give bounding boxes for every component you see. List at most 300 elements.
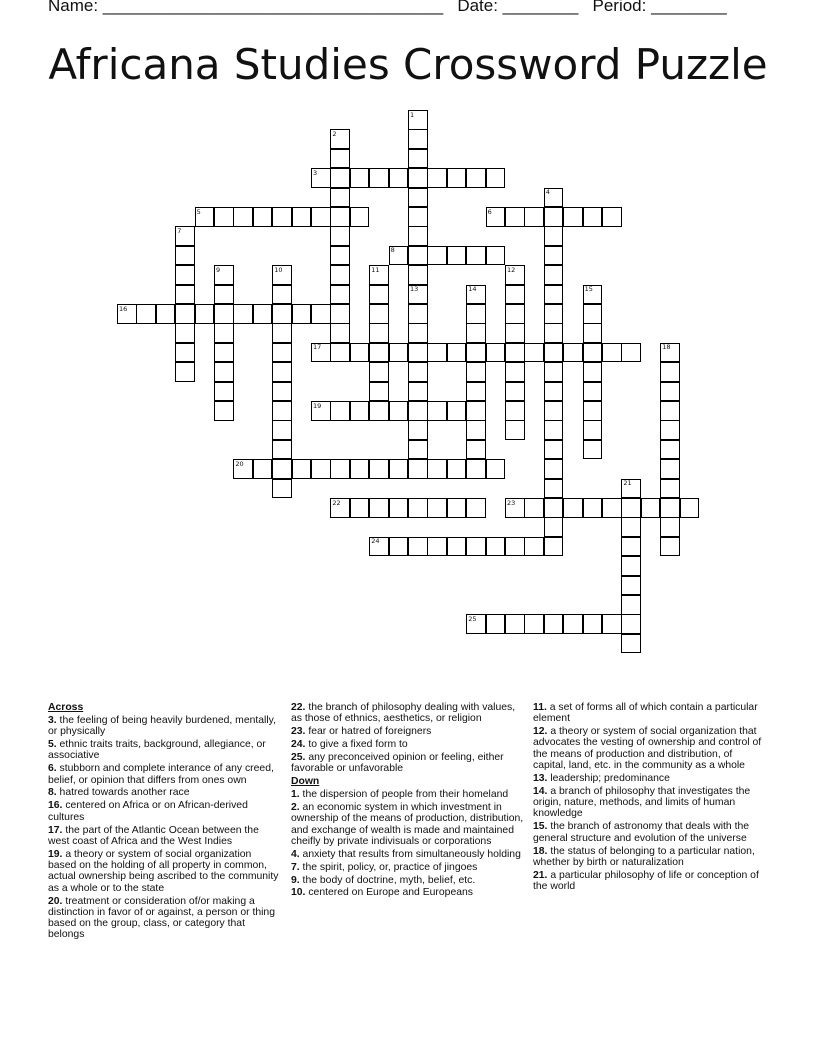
clue-item (291, 726, 525, 737)
clue-number: 6. (48, 763, 57, 775)
crossword-cell[interactable] (408, 265, 428, 285)
clue-number: 18. (533, 845, 548, 857)
clue-item (291, 739, 525, 750)
clue-number: 4. (291, 848, 300, 860)
crossword-cell[interactable] (466, 246, 486, 266)
crossword-cell[interactable] (621, 595, 641, 615)
crossword-cell[interactable] (583, 420, 603, 440)
crossword-cell[interactable] (660, 420, 680, 440)
crossword-cell[interactable] (350, 459, 370, 479)
crossword-cell[interactable] (466, 304, 486, 324)
crossword-cell[interactable] (253, 459, 273, 479)
clue-text: a set of forms all of which contain a particular element (533, 702, 758, 725)
crossword-cell[interactable] (466, 382, 486, 402)
crossword-cell[interactable] (330, 207, 350, 227)
clue-text: ethnic traits traits, background, allegiance, or associative (48, 739, 266, 762)
crossword-cell[interactable] (544, 420, 564, 440)
crossword-cell[interactable] (466, 459, 486, 479)
crossword-cell[interactable] (272, 304, 292, 324)
crossword-cell[interactable] (214, 382, 234, 402)
crossword-cell[interactable] (621, 556, 641, 576)
crossword-cell[interactable] (233, 207, 253, 227)
crossword-cell[interactable] (175, 304, 195, 324)
crossword-cell[interactable] (408, 382, 428, 402)
clue-text: fear or hatred of foreigners (305, 726, 432, 738)
crossword-cell[interactable] (292, 459, 312, 479)
clue-text: a particular philosophy of life or conception of the world (533, 869, 759, 893)
crossword-cell[interactable] (583, 343, 603, 363)
crossword-cell[interactable] (214, 304, 234, 324)
clue-text: an economic system in which investment in ownership of the means of production, distribution, and exchange of wealth is made and maintained cheifly by private indivisuals or corporations (291, 801, 524, 847)
crossword-cell[interactable] (272, 362, 292, 382)
clue-text: a theory or system of social organization based on the holding of all property in common, actual ownership being ascribed to the community as a whole or to the state (48, 848, 279, 894)
cell-number: 21 (623, 479, 632, 488)
clue-item (533, 821, 767, 844)
crossword-cell[interactable] (505, 614, 525, 634)
crossword-cell[interactable] (253, 207, 273, 227)
clue-number: 8. (48, 787, 57, 799)
crossword-cell[interactable] (660, 498, 680, 518)
crossword-cell[interactable] (214, 343, 234, 363)
crossword-cell[interactable] (660, 517, 680, 537)
crossword-cell[interactable] (524, 498, 544, 518)
clue-text: the branch of astronomy that deals with the general structure and evolution of the universe (533, 821, 750, 844)
crossword-cell[interactable] (544, 479, 564, 499)
crossword-cell[interactable] (175, 323, 195, 343)
crossword-cell[interactable] (330, 343, 350, 363)
crossword-cell[interactable] (330, 149, 350, 169)
crossword-cell[interactable] (272, 401, 292, 421)
clue-item (291, 702, 525, 725)
crossword-cell[interactable] (272, 382, 292, 402)
crossword-cell[interactable] (214, 323, 234, 343)
crossword-cell[interactable] (214, 207, 234, 227)
name-date-period-line: Name: ____________________________________ Date: ________ Period: ________ (48, 0, 727, 15)
cell-number: 9 (216, 265, 221, 274)
crossword-cell[interactable] (544, 362, 564, 382)
crossword-cell[interactable] (486, 537, 506, 557)
cell-number: 15 (584, 285, 593, 294)
crossword-cell[interactable] (563, 207, 583, 227)
crossword-cell[interactable] (369, 304, 389, 324)
crossword-cell[interactable] (195, 304, 215, 324)
crossword-cell[interactable] (369, 382, 389, 402)
crossword-cell[interactable] (389, 459, 409, 479)
clue-item (48, 763, 282, 786)
crossword-cell[interactable] (408, 401, 428, 421)
crossword-cell[interactable] (447, 168, 467, 188)
cell-number: 10 (274, 265, 283, 274)
clue-number: 25. (291, 751, 306, 763)
page-title: Africana Studies Crossword Puzzle (48, 40, 768, 89)
crossword-cell[interactable] (369, 343, 389, 363)
cell-number: 8 (390, 246, 395, 255)
crossword-cell[interactable] (524, 614, 544, 634)
crossword-cell[interactable] (369, 168, 389, 188)
crossword-cell[interactable] (330, 265, 350, 285)
crossword-cell[interactable] (408, 343, 428, 363)
crossword-cell[interactable] (408, 362, 428, 382)
cell-number: 23 (507, 498, 516, 507)
crossword-cell[interactable] (563, 614, 583, 634)
crossword-cell[interactable] (486, 246, 506, 266)
crossword-cell[interactable] (408, 226, 428, 246)
crossword-cell[interactable] (369, 323, 389, 343)
crossword-cell[interactable] (466, 498, 486, 518)
across-heading: Across (48, 702, 84, 713)
crossword-cell[interactable] (583, 382, 603, 402)
crossword-cell[interactable] (408, 440, 428, 460)
cell-number: 12 (507, 265, 516, 274)
crossword-cell[interactable] (408, 304, 428, 324)
crossword-cell[interactable] (660, 362, 680, 382)
crossword-cell[interactable] (583, 207, 603, 227)
crossword-cell[interactable] (505, 362, 525, 382)
crossword-cell[interactable] (563, 498, 583, 518)
crossword-cell[interactable] (544, 304, 564, 324)
cell-number: 2 (332, 129, 337, 138)
clues-column-1 (48, 702, 282, 942)
crossword-cell[interactable] (330, 188, 350, 208)
clue-text: stubborn and complete interance of any creed, belief, or opinion that differs from ones own (48, 763, 274, 786)
crossword-cell[interactable] (680, 498, 700, 518)
clue-item (291, 862, 525, 873)
crossword-cell[interactable] (583, 498, 603, 518)
crossword-cell[interactable] (369, 401, 389, 421)
cell-number: 24 (371, 537, 380, 546)
crossword-cell[interactable] (447, 401, 467, 421)
crossword-cell[interactable] (408, 537, 428, 557)
cell-number: 20 (235, 459, 244, 468)
clue-text: to give a fixed form to (305, 739, 408, 751)
crossword-cell[interactable] (272, 343, 292, 363)
crossword-cell[interactable] (466, 323, 486, 343)
crossword-cell[interactable] (350, 401, 370, 421)
clue-number: 17. (48, 824, 63, 836)
crossword-cell[interactable] (311, 304, 331, 324)
cell-number: 17 (313, 343, 322, 352)
crossword-cell[interactable] (408, 168, 428, 188)
crossword-cell[interactable] (583, 323, 603, 343)
clue-text: the branch of philosophy dealing with values, as those of ethnics, aesthetics, or religion (291, 702, 516, 725)
clue-number: 23. (291, 726, 306, 738)
crossword-cell[interactable] (272, 420, 292, 440)
clue-text: the dispersion of people from their homeland (299, 789, 509, 801)
clue-item (291, 789, 525, 800)
clue-item (291, 802, 525, 847)
crossword-cell[interactable] (389, 401, 409, 421)
crossword-cell[interactable] (660, 401, 680, 421)
cell-number: 7 (177, 226, 182, 235)
crossword-cell[interactable] (330, 459, 350, 479)
clue-item (533, 773, 767, 784)
cell-number: 3 (313, 168, 318, 177)
crossword-cell[interactable] (272, 459, 292, 479)
crossword-cell[interactable] (583, 304, 603, 324)
cell-number: 18 (662, 343, 671, 352)
clue-number: 9. (291, 874, 300, 886)
crossword-cell[interactable] (602, 614, 622, 634)
crossword-cell[interactable] (602, 498, 622, 518)
crossword-cell[interactable] (621, 517, 641, 537)
crossword-cell[interactable] (350, 343, 370, 363)
crossword-cell[interactable] (466, 362, 486, 382)
crossword-cell[interactable] (253, 304, 273, 324)
crossword-cell[interactable] (311, 459, 331, 479)
crossword-cell[interactable] (408, 246, 428, 266)
clue-number: 21. (533, 869, 548, 881)
crossword-cell[interactable] (447, 459, 467, 479)
crossword-cell[interactable] (447, 343, 467, 363)
clue-text: the body of doctrine, myth, belief, etc. (299, 874, 476, 886)
crossword-cell[interactable] (544, 440, 564, 460)
crossword-cell[interactable] (330, 168, 350, 188)
cell-number: 13 (410, 285, 419, 294)
crossword-cell[interactable] (505, 343, 525, 363)
clue-number: 2. (291, 801, 300, 813)
crossword-cell[interactable] (505, 207, 525, 227)
clue-number: 19. (48, 848, 63, 860)
clue-item (533, 786, 767, 820)
clue-text: the status of belonging to a particular nation, whether by birth or naturalization (533, 845, 755, 868)
clue-number: 22. (291, 702, 306, 713)
clue-number: 3. (48, 714, 57, 726)
crossword-cell[interactable] (505, 285, 525, 305)
crossword-cell[interactable] (505, 323, 525, 343)
crossword-cell[interactable] (544, 246, 564, 266)
clue-item (48, 715, 282, 738)
clue-text: any preconceived opinion or feeling, either favorable or unfavorable (291, 751, 504, 775)
crossword-cell[interactable] (427, 246, 447, 266)
crossword-cell[interactable] (602, 207, 622, 227)
crossword-cell[interactable] (602, 343, 622, 363)
clue-item (48, 896, 282, 941)
crossword-cell[interactable] (447, 246, 467, 266)
crossword-cell[interactable] (408, 129, 428, 149)
clue-item (48, 739, 282, 762)
crossword-cell[interactable] (214, 401, 234, 421)
crossword-cell[interactable] (389, 168, 409, 188)
crossword-cell[interactable] (427, 343, 447, 363)
clue-text: the feeling of being heavily burdened, mentally, or physically (48, 714, 276, 738)
cell-number: 19 (313, 401, 322, 410)
crossword-cell[interactable] (641, 498, 661, 518)
clue-number: 15. (533, 821, 548, 833)
crossword-cell[interactable] (466, 401, 486, 421)
crossword-cell[interactable] (524, 537, 544, 557)
crossword-cell[interactable] (389, 537, 409, 557)
cell-number: 1 (410, 110, 415, 119)
crossword-cell[interactable] (427, 459, 447, 479)
crossword-cell[interactable] (427, 537, 447, 557)
clue-number: 11. (533, 702, 547, 713)
crossword-cell[interactable] (175, 362, 195, 382)
crossword-cell[interactable] (505, 401, 525, 421)
clue-item (48, 849, 282, 894)
crossword-cell[interactable] (408, 149, 428, 169)
clue-item (291, 875, 525, 886)
crossword-cell[interactable] (486, 343, 506, 363)
crossword-cell[interactable] (524, 343, 544, 363)
crossword-cell[interactable] (544, 401, 564, 421)
clue-number: 10. (291, 887, 306, 899)
crossword-cell[interactable] (330, 323, 350, 343)
clue-text: a branch of philosophy that investigates the origin, nature, methods, and limits of human knowledge (533, 785, 751, 820)
crossword-cell[interactable] (311, 207, 331, 227)
clue-item (533, 702, 767, 725)
crossword-cell[interactable] (621, 576, 641, 596)
crossword-cell[interactable] (369, 362, 389, 382)
cell-number: 5 (196, 207, 201, 216)
crossword-cell[interactable] (544, 285, 564, 305)
crossword-cell[interactable] (272, 207, 292, 227)
crossword-cell[interactable] (408, 188, 428, 208)
crossword-cell[interactable] (272, 285, 292, 305)
clue-number: 20. (48, 895, 63, 907)
crossword-cell[interactable] (214, 285, 234, 305)
crossword-cell[interactable] (369, 285, 389, 305)
crossword-cell[interactable] (272, 479, 292, 499)
crossword-cell[interactable] (427, 168, 447, 188)
clue-number: 12. (533, 726, 548, 738)
cell-number: 6 (487, 207, 492, 216)
clue-text: centered on Africa or on African-derived cultures (48, 800, 248, 823)
crossword-cell[interactable] (486, 614, 506, 634)
crossword-cell[interactable] (544, 207, 564, 227)
clue-number: 1. (291, 789, 300, 801)
crossword-cell[interactable] (583, 614, 603, 634)
crossword-cell[interactable] (466, 420, 486, 440)
crossword-cell[interactable] (408, 498, 428, 518)
clue-item (291, 887, 525, 898)
crossword-cell[interactable] (583, 401, 603, 421)
cell-number: 16 (119, 304, 128, 313)
crossword-cell[interactable] (505, 537, 525, 557)
crossword-cell[interactable] (621, 634, 641, 654)
clue-text: anxiety that results from simultaneously holding (299, 848, 521, 860)
crossword-cell[interactable] (350, 168, 370, 188)
crossword-cell[interactable] (660, 537, 680, 557)
crossword-cell[interactable] (524, 207, 544, 227)
cell-number: 14 (468, 285, 477, 294)
crossword-cell[interactable] (175, 265, 195, 285)
clue-number: 16. (48, 800, 63, 812)
clue-item (291, 849, 525, 860)
clue-text: hatred towards another race (56, 787, 190, 799)
clue-text: leadership; predominance (547, 772, 670, 784)
crossword-cell[interactable] (660, 440, 680, 460)
clue-item (533, 870, 767, 893)
crossword-cell[interactable] (330, 226, 350, 246)
crossword-cell[interactable] (447, 498, 467, 518)
crossword-cell[interactable] (563, 343, 583, 363)
crossword-cell[interactable] (408, 459, 428, 479)
crossword-cell[interactable] (505, 304, 525, 324)
crossword-cell[interactable] (408, 207, 428, 227)
crossword-cell[interactable] (369, 498, 389, 518)
crossword-cell[interactable] (621, 614, 641, 634)
crossword-cell[interactable] (175, 285, 195, 305)
clue-number: 13. (533, 772, 548, 784)
crossword-cell[interactable] (544, 226, 564, 246)
down-heading: Down (291, 776, 320, 788)
crossword-cell[interactable] (660, 479, 680, 499)
crossword-cell[interactable] (350, 498, 370, 518)
crossword-cell[interactable] (408, 323, 428, 343)
crossword-cell[interactable] (389, 498, 409, 518)
crossword-cell[interactable] (272, 440, 292, 460)
crossword-cell[interactable] (583, 362, 603, 382)
crossword-cell[interactable] (660, 459, 680, 479)
crossword-cell[interactable] (660, 382, 680, 402)
crossword-cell[interactable] (544, 614, 564, 634)
clue-text: the spirit, policy, or, practice of jingoes (299, 861, 478, 873)
crossword-cell[interactable] (427, 498, 447, 518)
crossword-cell[interactable] (583, 440, 603, 460)
crossword-cell[interactable] (621, 537, 641, 557)
crossword-cell[interactable] (486, 168, 506, 188)
crossword-cell[interactable] (292, 304, 312, 324)
crossword-cell[interactable] (408, 420, 428, 440)
cell-number: 25 (468, 614, 477, 623)
crossword-cell[interactable] (544, 517, 564, 537)
crossword-cell[interactable] (466, 537, 486, 557)
crossword-cell[interactable] (389, 343, 409, 363)
crossword-cell[interactable] (466, 343, 486, 363)
crossword-cell[interactable] (136, 304, 156, 324)
crossword-cell[interactable] (330, 401, 350, 421)
clue-item (48, 800, 282, 823)
crossword-cell[interactable] (350, 207, 370, 227)
clues-column-3 (533, 702, 767, 894)
crossword-cell[interactable] (156, 304, 176, 324)
crossword-cell[interactable] (621, 343, 641, 363)
crossword-cell[interactable] (505, 382, 525, 402)
crossword-cell[interactable] (330, 304, 350, 324)
cell-number: 22 (332, 498, 341, 507)
clue-item (533, 846, 767, 869)
crossword-cell[interactable] (466, 440, 486, 460)
cell-number: 11 (371, 265, 380, 274)
crossword-cell[interactable] (544, 265, 564, 285)
crossword-cell[interactable] (175, 246, 195, 266)
crossword-cell[interactable] (233, 304, 253, 324)
crossword-cell[interactable] (544, 498, 564, 518)
crossword-cell[interactable] (544, 459, 564, 479)
crossword-cell[interactable] (427, 401, 447, 421)
crossword-cell[interactable] (505, 420, 525, 440)
crossword-cell[interactable] (214, 362, 234, 382)
clue-text: treatment or consideration of/or making a distinction in favor of or against, a person or thing based on the group, class, or category that belongs (48, 895, 275, 941)
crossword-cell[interactable] (621, 498, 641, 518)
cell-number: 4 (545, 188, 550, 197)
crossword-cell[interactable] (544, 343, 564, 363)
crossword-cell[interactable] (466, 168, 486, 188)
crossword-cell[interactable] (544, 537, 564, 557)
crossword-cell[interactable] (486, 459, 506, 479)
clue-item (291, 752, 525, 775)
crossword-cell[interactable] (292, 207, 312, 227)
crossword-cell[interactable] (330, 285, 350, 305)
crossword-cell[interactable] (447, 537, 467, 557)
crossword-cell[interactable] (369, 459, 389, 479)
crossword-cell[interactable] (544, 382, 564, 402)
clue-text: centered on Europe and Europeans (305, 887, 473, 899)
crossword-cell[interactable] (544, 323, 564, 343)
crossword-cell[interactable] (272, 323, 292, 343)
crossword-cell[interactable] (330, 246, 350, 266)
crossword-cell[interactable] (175, 343, 195, 363)
